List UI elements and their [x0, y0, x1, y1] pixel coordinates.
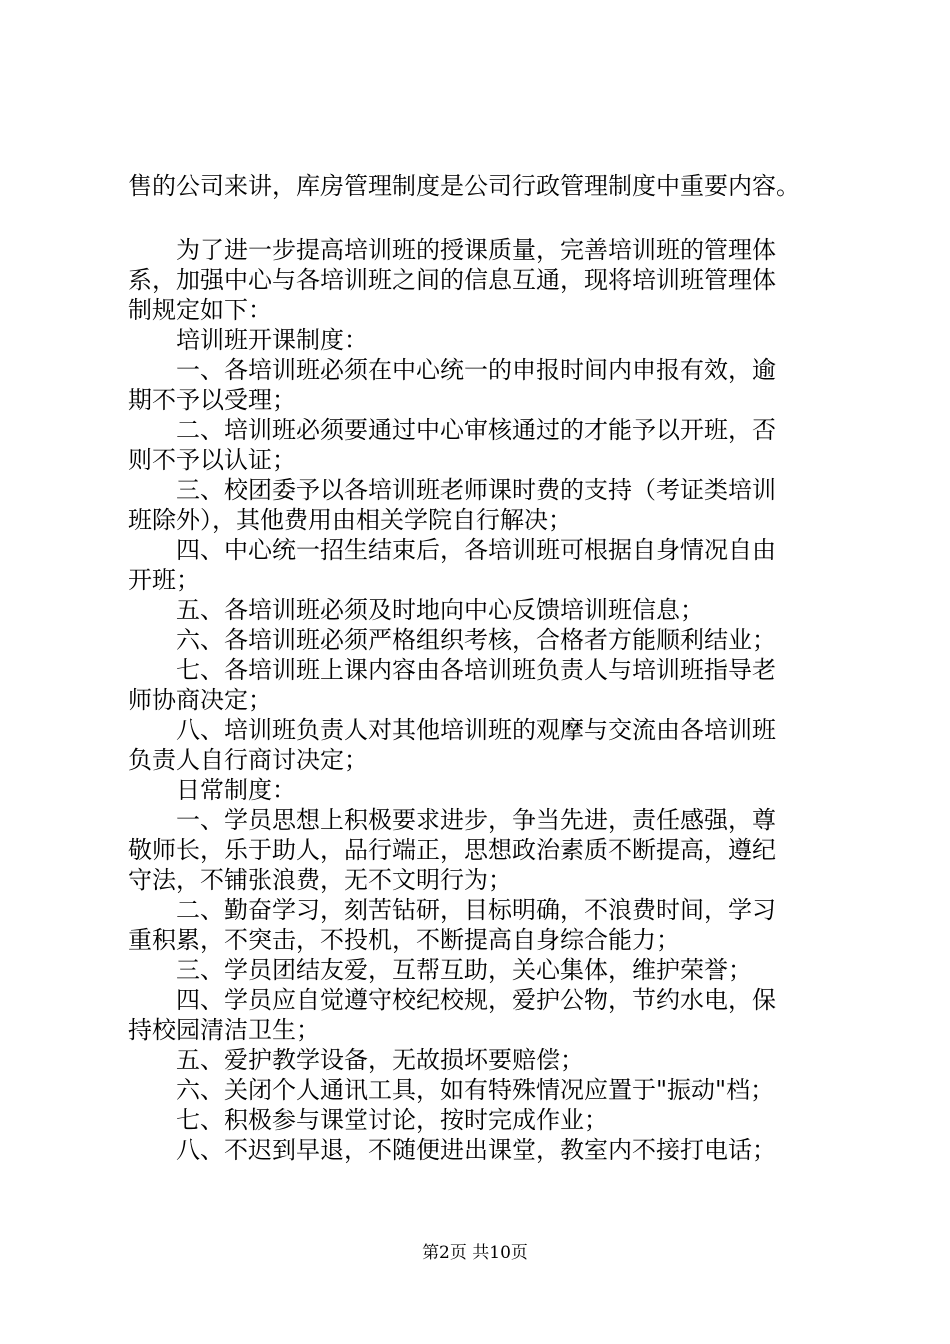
paragraph-gap: [128, 201, 832, 235]
page-number-footer: 第2页 共10页: [422, 1243, 528, 1263]
text-line: 七、积极参与课堂讨论，按时完成作业；: [128, 1106, 608, 1134]
text-line: 六、关闭个人通讯工具，如有特殊情况应置于"振动"档；: [128, 1076, 775, 1104]
text-line: 八、不迟到早退，不随便进出课堂，教室内不接打电话；: [128, 1136, 776, 1164]
text-line: 四、学员应自觉遵守校纪校规，爱护公物，节约水电，保: [128, 986, 776, 1014]
text-line: 七、各培训班上课内容由各培训班负责人与培训班指导老: [128, 656, 776, 684]
text-line: 售的公司来讲，库房管理制度是公司行政管理制度中重要内容。: [128, 172, 800, 200]
text-line: 敬师长，乐于助人，品行端正，思想政治素质不断提高，遵纪: [128, 836, 776, 864]
text-line: 期不予以受理；: [128, 386, 296, 414]
text-line: 四、中心统一招生结束后，各培训班可根据自身情况自由: [128, 536, 776, 564]
text-line: 开班；: [128, 566, 200, 594]
text-line: 师协商决定；: [128, 686, 272, 714]
text-line: 五、各培训班必须及时地向中心反馈培训班信息；: [128, 596, 704, 624]
text-line: 则不予以认证；: [128, 446, 296, 474]
text-line: 系，加强中心与各培训班之间的信息互通，现将培训班管理体: [128, 266, 776, 294]
text-line: 持校园清洁卫生；: [128, 1016, 320, 1044]
text-line: 一、学员思想上积极要求进步，争当先进，责任感强，尊: [128, 806, 776, 834]
section-heading: 日常制度：: [128, 776, 296, 804]
text-line: 一、各培训班必须在中心统一的申报时间内申报有效，逾: [128, 356, 776, 384]
text-line: 八、培训班负责人对其他培训班的观摩与交流由各培训班: [128, 716, 776, 744]
text-line: 三、校团委予以各培训班老师课时费的支持（考证类培训: [128, 476, 776, 504]
text-line: 为了进一步提高培训班的授课质量，完善培训班的管理体: [128, 236, 776, 264]
text-line: 守法，不铺张浪费，无不文明行为；: [128, 866, 512, 894]
text-line: 五、爱护教学设备，无故损坏要赔偿；: [128, 1046, 584, 1074]
section-heading: 培训班开课制度：: [128, 326, 368, 354]
text-line: 三、学员团结友爱，互帮互助，关心集体，维护荣誉；: [128, 956, 752, 984]
text-line: 制规定如下：: [128, 296, 272, 324]
text-line: 六、各培训班必须严格组织考核，合格者方能顺利结业；: [128, 626, 776, 654]
text-line: 二、勤奋学习，刻苦钻研，目标明确，不浪费时间，学习: [128, 896, 776, 924]
text-line: 重积累，不突击，不投机，不断提高自身综合能力；: [128, 926, 680, 954]
text-line: 班除外），其他费用由相关学院自行解决；: [128, 506, 572, 534]
text-line: 二、培训班必须要通过中心审核通过的才能予以开班，否: [128, 416, 776, 444]
document-body: [128, 171, 832, 1165]
text-line: 负责人自行商讨决定；: [128, 746, 368, 774]
